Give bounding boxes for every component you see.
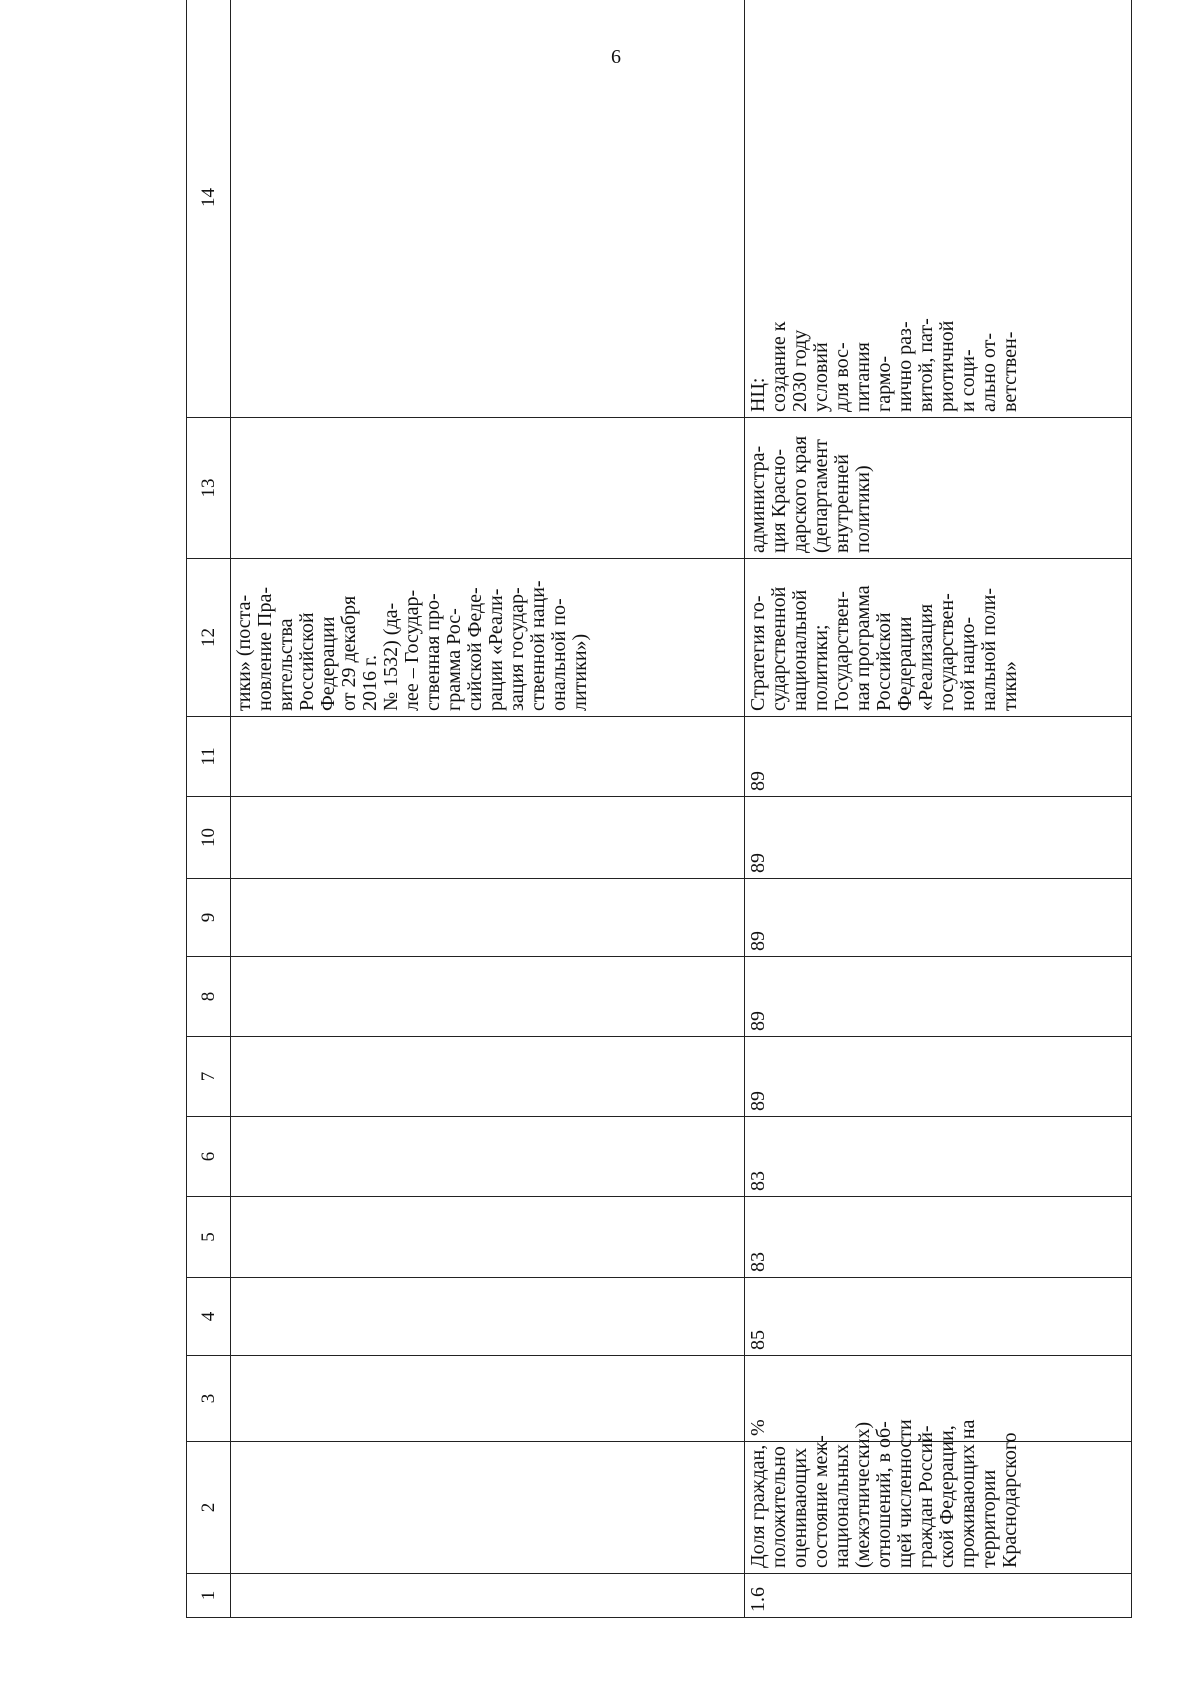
header-cell: 9 [187, 879, 231, 957]
cell-line: сударственной [768, 586, 790, 711]
cell-line: (департамент [810, 439, 832, 553]
value-cell: 89 [745, 797, 1132, 879]
cell-line: внутренней [831, 454, 853, 553]
cell-line: от 29 декабря [338, 595, 360, 711]
cell-line: «Реализация [915, 603, 937, 711]
cell-line: Государствен- [831, 591, 853, 711]
cell-line: питания [852, 342, 874, 412]
cell-line: витой, пат- [915, 318, 937, 412]
header-cell: 1 [187, 1574, 231, 1618]
cell-line: ально от- [978, 333, 1000, 412]
cell-line: для вос- [831, 342, 853, 412]
cell-line: Стратегия го- [747, 595, 769, 711]
header-cell: 5 [187, 1197, 231, 1278]
value-cell: 89 [745, 717, 1132, 797]
cell-line: дарского края [789, 435, 811, 553]
cell-line: Российской [873, 612, 895, 711]
header-cell: 7 [187, 1037, 231, 1117]
cell-line: и соци- [957, 349, 979, 412]
page-number: 6 [611, 46, 621, 68]
cell-line: условий [810, 342, 832, 412]
value-cell: 89 [745, 1037, 1132, 1117]
cell-line: грамма Рос- [443, 608, 465, 711]
cell-line: № 1532) (да- [380, 602, 402, 711]
cell-line: гармо- [873, 355, 895, 412]
cell-line: ция Красно- [768, 448, 790, 553]
cell-line: тики» [999, 661, 1021, 711]
value-cell: 83 [745, 1117, 1132, 1197]
cell-line: ональной по- [548, 598, 570, 711]
cell-line: нальной поли- [978, 587, 1000, 711]
value-cell: 85 [745, 1278, 1132, 1356]
cell-line: ветствен- [999, 331, 1021, 412]
cell-line: зация государ- [506, 587, 528, 711]
cell-line: Российской [296, 612, 318, 711]
cell-line: администра- [747, 445, 769, 553]
cell-line: сийской Феде- [464, 587, 486, 711]
cell-line: Краснодарского [999, 1432, 1021, 1568]
cell-line: граждан Россий- [915, 1425, 937, 1568]
header-cell: 3 [187, 1356, 231, 1442]
header-cell: 13 [187, 418, 231, 559]
header-cell: 12 [187, 559, 231, 717]
indicator-name [745, 1419, 1132, 1574]
program-cell [745, 559, 1132, 717]
value-cell: 89 [745, 957, 1132, 1037]
cell-line: создание к [768, 321, 790, 412]
header-cell: 2 [187, 1442, 231, 1574]
responsible-cell [745, 418, 1132, 559]
header-cell: 4 [187, 1278, 231, 1356]
target-cell [745, 0, 1132, 418]
rotated-table-wrapper [186, 0, 1126, 1618]
cell-line: НЦ: [747, 377, 769, 412]
cell-line: литики») [569, 633, 591, 711]
cell-line: 2016 г. [359, 655, 381, 711]
table-row-continued [231, 0, 745, 1618]
indicators-table [186, 0, 1132, 1618]
value-cell: 89 [745, 879, 1132, 957]
cell-line: (межэтнических) [852, 1421, 874, 1568]
cell-line: лее – Государ- [401, 589, 423, 711]
header-cell: 14 [187, 0, 231, 418]
cell-line: Федерации [317, 616, 339, 711]
row-number: 1.6 [745, 1574, 1132, 1618]
cell-line: рации «Реали- [485, 588, 507, 711]
cell-line: политики) [852, 465, 874, 553]
cell-line: ской Федерации, [936, 1425, 958, 1568]
header-cell: 10 [187, 797, 231, 879]
cell-line: Федерации [894, 616, 916, 711]
header-row [187, 0, 231, 1618]
cell-line: риотичной [936, 320, 958, 412]
header-cell: 11 [187, 717, 231, 797]
cell-line: положительно [768, 1446, 790, 1568]
cell-line: 2030 году [789, 329, 811, 412]
cell-line: щей численности [894, 1419, 916, 1568]
cell-line: ственная про- [422, 593, 444, 711]
header-cell: 6 [187, 1117, 231, 1197]
cell-line: Доля граждан, [747, 1444, 769, 1568]
cell-line: проживающих на [957, 1419, 979, 1568]
unit-cell: % [745, 1356, 1132, 1442]
cell-line: ной нацио- [957, 616, 979, 711]
cell-line: новление Пра- [254, 586, 276, 711]
header-cell: 8 [187, 957, 231, 1037]
cell-line: территории [978, 1469, 1000, 1568]
cell-line: тики» (поста- [233, 594, 255, 711]
cell-line: ная программа [852, 585, 874, 711]
cell-line: отношений, в об- [873, 1421, 895, 1568]
cell-line: оценивающих [789, 1447, 811, 1568]
cell-line: национальных [831, 1444, 853, 1568]
cell-line: национальной [789, 589, 811, 711]
value-cell: 83 [745, 1197, 1132, 1278]
table-row-1-6 [745, 0, 1132, 1618]
program-cell [231, 559, 745, 717]
cell-line: политики; [810, 624, 832, 711]
cell-line: состояние меж- [810, 1435, 832, 1568]
cell-line: вительства [275, 618, 297, 711]
cell-line: государствен- [936, 593, 958, 711]
cell-line: ственной наци- [527, 580, 549, 711]
cell-line: нично раз- [894, 321, 916, 412]
